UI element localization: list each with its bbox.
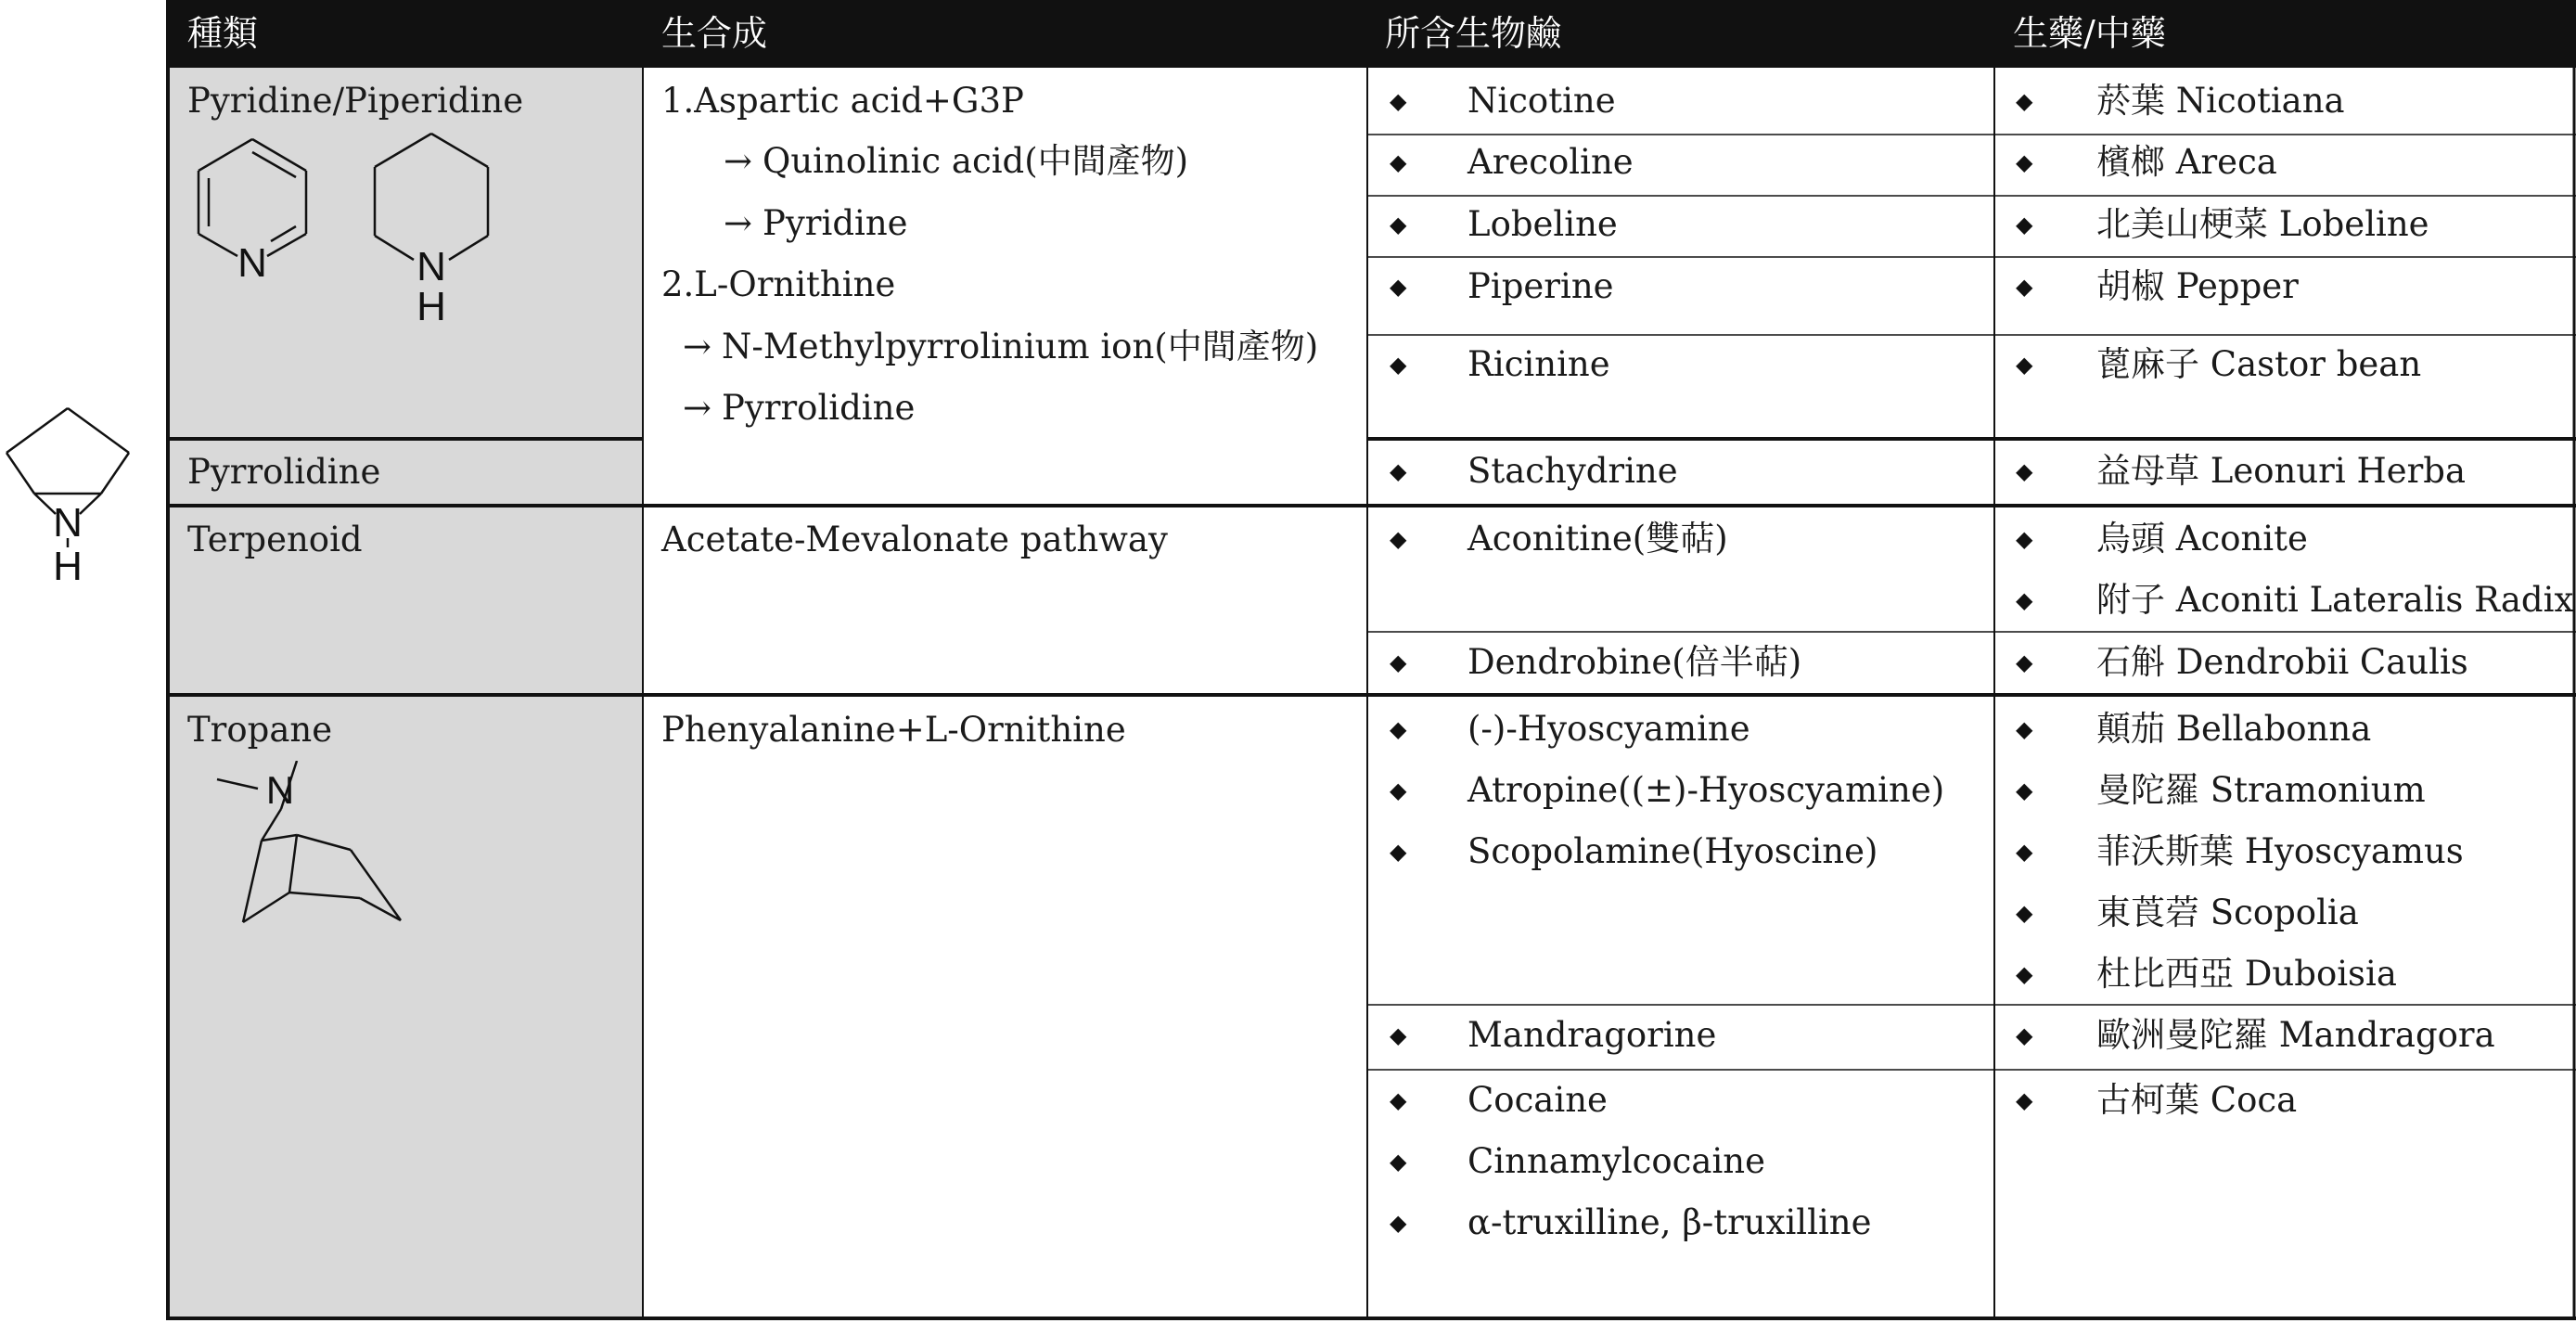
alkaloid-cinnamylcocaine: Cinnamylcocaine xyxy=(1467,1141,1766,1181)
piperidine-h-atom: H xyxy=(417,284,446,329)
bullet-icon: ◆ xyxy=(1390,1022,1407,1048)
bullet-icon: ◆ xyxy=(1390,352,1407,378)
bullet-icon: ◆ xyxy=(2016,961,2033,987)
drug-nicotiana: 菸葉 Nicotiana xyxy=(2096,81,2345,121)
pyridine-structure xyxy=(186,130,325,302)
arrow-icon: → xyxy=(724,141,753,181)
drug-castor-bean: 蓖麻子 Castor bean xyxy=(2096,344,2422,384)
piperidine-n-atom: N xyxy=(417,244,446,289)
arrow-icon: → xyxy=(683,327,712,366)
alkaloid-lobeline: Lobeline xyxy=(1467,204,1618,244)
drug-scopolia: 東莨菪 Scopolia xyxy=(2096,893,2359,932)
biosynthesis-terpenoid: Acetate-Mevalonate pathway xyxy=(661,520,1168,559)
header-crude-drugs: 生藥/中藥 xyxy=(2013,13,2166,54)
bullet-icon: ◆ xyxy=(1390,1210,1407,1236)
drug-mandragora: 歐洲曼陀羅 Mandragora xyxy=(2096,1015,2495,1055)
pyridine-n-atom: N xyxy=(237,240,267,286)
alkaloid-scopolamine: Scopolamine(Hyoscine) xyxy=(1467,831,1878,871)
bullet-icon: ◆ xyxy=(2016,900,2033,926)
category-pyridine-piperidine: Pyridine/Piperidine xyxy=(187,81,524,121)
biosynthesis-line-4: 2.L-Ornithine xyxy=(661,264,896,304)
category-terpenoid: Terpenoid xyxy=(187,520,363,559)
biosynthesis-line-5: N-Methylpyrrolinium ion(中間產物) xyxy=(722,327,1319,366)
bullet-icon: ◆ xyxy=(1390,274,1407,300)
bullet-icon: ◆ xyxy=(2016,526,2033,552)
alkaloid-arecoline: Arecoline xyxy=(1467,142,1634,182)
bullet-icon: ◆ xyxy=(1390,458,1407,484)
alkaloid-truxilline: α-truxilline, β-truxilline xyxy=(1467,1202,1872,1242)
drug-aconite: 烏頭 Aconite xyxy=(2096,519,2308,559)
bullet-icon: ◆ xyxy=(2016,274,2033,300)
piperidine-structure xyxy=(369,130,499,329)
bullet-icon: ◆ xyxy=(1390,649,1407,675)
bullet-icon: ◆ xyxy=(1390,1149,1407,1175)
bullet-icon: ◆ xyxy=(1390,526,1407,552)
biosynthesis-line-1: 1.Aspartic acid+G3P xyxy=(661,81,1024,121)
pyrrolidine-n-atom: N xyxy=(53,500,83,546)
bullet-icon: ◆ xyxy=(2016,352,2033,378)
drug-dendrobii-caulis: 石斛 Dendrobii Caulis xyxy=(2096,642,2468,682)
alkaloid-hyoscyamine: (-)-Hyoscyamine xyxy=(1467,709,1750,749)
drug-lobeline: 北美山梗菜 Lobeline xyxy=(2096,204,2429,244)
biosynthesis-tropane: Phenyalanine+L-Ornithine xyxy=(661,710,1126,750)
alkaloid-nicotine: Nicotine xyxy=(1467,81,1616,121)
arrow-icon: → xyxy=(683,388,712,428)
bullet-icon: ◆ xyxy=(2016,1087,2033,1113)
drug-pepper: 胡椒 Pepper xyxy=(2096,266,2299,306)
drug-hyoscyamus: 菲沃斯葉 Hyoscyamus xyxy=(2096,831,2464,871)
bullet-icon: ◆ xyxy=(2016,88,2033,114)
bullet-icon: ◆ xyxy=(2016,649,2033,675)
alkaloid-stachydrine: Stachydrine xyxy=(1467,451,1678,491)
bullet-icon: ◆ xyxy=(2016,458,2033,484)
bullet-icon: ◆ xyxy=(2016,716,2033,742)
bullet-icon: ◆ xyxy=(1390,777,1407,803)
bullet-icon: ◆ xyxy=(1390,149,1407,175)
alkaloid-ricinine: Ricinine xyxy=(1467,344,1610,384)
drug-aconiti-lateralis: 附子 Aconiti Lateralis Radix xyxy=(2096,580,2574,620)
bullet-icon: ◆ xyxy=(2016,149,2033,175)
header-alkaloids: 所含生物鹼 xyxy=(1385,13,1562,54)
drug-areca: 檳榔 Areca xyxy=(2096,142,2277,182)
bullet-icon: ◆ xyxy=(2016,212,2033,238)
drug-leonuri-herba: 益母草 Leonuri Herba xyxy=(2096,451,2467,491)
drug-stramonium: 曼陀羅 Stramonium xyxy=(2096,770,2426,810)
drug-bellabonna: 顛茄 Bellabonna xyxy=(2096,709,2372,749)
biosynthesis-line-3: Pyridine xyxy=(763,203,908,243)
drug-coca: 古柯葉 Coca xyxy=(2096,1080,2298,1120)
pyrrolidine-structure xyxy=(0,399,139,594)
bullet-icon: ◆ xyxy=(1390,839,1407,865)
drug-duboisia: 杜比西亞 Duboisia xyxy=(2096,954,2397,994)
bullet-icon: ◆ xyxy=(2016,1022,2033,1048)
alkaloid-dendrobine: Dendrobine(倍半萜) xyxy=(1467,642,1802,682)
alkaloid-atropine: Atropine((±)-Hyoscyamine) xyxy=(1467,770,1945,810)
tropane-n-atom: N xyxy=(265,768,295,812)
bullet-icon: ◆ xyxy=(1390,716,1407,742)
category-tropane: Tropane xyxy=(187,710,333,750)
arrow-icon: → xyxy=(724,203,753,243)
bullet-icon: ◆ xyxy=(1390,88,1407,114)
bullet-icon: ◆ xyxy=(1390,1087,1407,1113)
bullet-icon: ◆ xyxy=(2016,839,2033,865)
alkaloid-mandragorine: Mandragorine xyxy=(1467,1015,1717,1055)
alkaloid-aconitine: Aconitine(雙萜) xyxy=(1467,519,1728,559)
header-biosynthesis: 生合成 xyxy=(661,13,768,54)
alkaloid-cocaine: Cocaine xyxy=(1467,1080,1608,1120)
pyrrolidine-h-atom: H xyxy=(53,544,83,589)
alkaloid-piperine: Piperine xyxy=(1467,266,1614,306)
bullet-icon: ◆ xyxy=(2016,587,2033,613)
biosynthesis-line-2: Quinolinic acid(中間產物) xyxy=(763,141,1189,181)
tropane-structure xyxy=(211,761,416,937)
bullet-icon: ◆ xyxy=(1390,212,1407,238)
biosynthesis-line-6: Pyrrolidine xyxy=(722,388,916,428)
category-pyrrolidine: Pyrrolidine xyxy=(187,452,381,492)
bullet-icon: ◆ xyxy=(2016,777,2033,803)
header-type: 種類 xyxy=(187,13,259,54)
